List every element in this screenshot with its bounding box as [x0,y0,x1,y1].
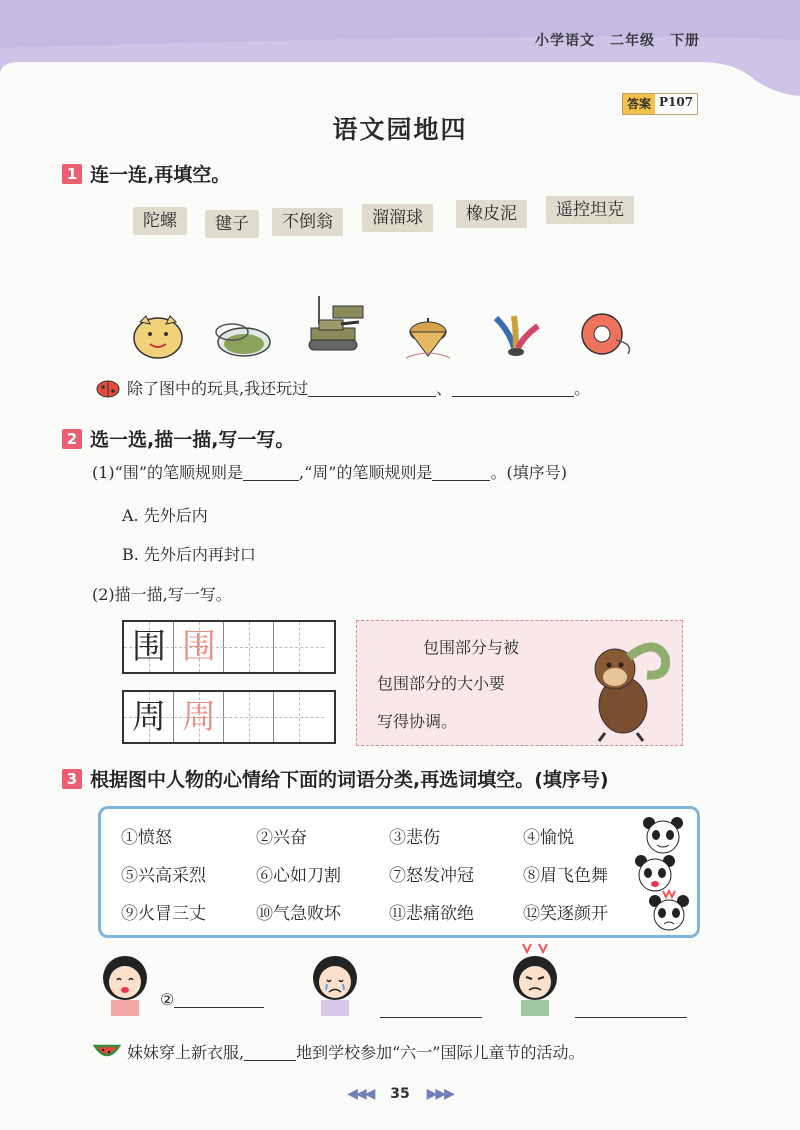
q3-answer-2[interactable] [380,1000,482,1019]
page-footer [0,1086,800,1102]
q3-answer-1[interactable] [160,990,264,1009]
q3-word: ⑥心如刀割 [256,866,341,886]
watermelon-icon [93,1042,121,1062]
q3-word: ⑩气急败坏 [256,904,341,924]
model-char: 围 [132,627,166,667]
page-title: 语文园地四 [332,115,468,144]
grade-label: 小学语文 二年级 下册 [535,33,700,49]
page-number: 35 [390,1086,410,1102]
q3-answer-3[interactable] [575,1000,687,1019]
trace-char: 周 [182,697,216,737]
answer-label: 答案 [623,94,655,114]
q3-heading-text: 根据图中人物的心情给下面的词语分类,再选词填空。(填序号) [90,769,609,791]
grid-cell-model [124,692,174,742]
q1-heading-text: 连一连,再填空。 [90,164,231,186]
q2-option-b: B. 先外后内再封口 [122,545,256,564]
monkey-icon [575,627,675,743]
q3-sentence-a: 妹妹穿上新衣服, [127,1043,245,1062]
spinning-top-icon[interactable] [402,318,454,360]
q1-word-chip[interactable]: 橡皮泥 [456,200,527,228]
answer-page: P107 [659,95,694,109]
q3-word: ④愉悦 [523,828,574,848]
model-char: 周 [132,697,166,737]
q3-answer-2-line [380,1001,482,1018]
q2-option-a: A. 先外后内 [122,506,208,525]
panda-happy-icon [641,815,685,855]
q3-word: ⑨火冒三丈 [121,904,206,924]
q3-word: ⑪悲痛欲绝 [389,904,474,924]
q2-number: 2 [62,429,82,449]
q2-blank-1[interactable] [243,464,299,481]
q2-part1 [92,460,567,483]
q3-word: ⑤兴高采烈 [121,866,206,886]
q2-part1-a: (1)“围”的笔顺规则是 [92,463,244,482]
q3-heading [62,765,609,792]
prev-arrows-icon: ◀◀◀ [347,1086,374,1102]
q2-part1-b: ,“周”的笔顺规则是 [299,463,433,482]
q1-fill-end: 。 [574,379,591,398]
q2-blank-2[interactable] [432,464,490,481]
q1-fill-prefix: 除了图中的玩具,我还玩过 [127,379,309,398]
panda-angry-icon [647,889,691,931]
q1-word-chip[interactable]: 溜溜球 [362,204,433,232]
q2-heading [62,425,294,452]
q1-word-chip[interactable]: 毽子 [205,210,259,238]
grid-cell-write[interactable] [224,622,274,672]
q3-answer-3-line [575,1001,687,1018]
q1-word-chip[interactable]: 遥控坦克 [546,196,634,224]
q1-fill-line [95,376,590,399]
q3-sentence-blank[interactable] [244,1044,296,1061]
q1-heading [62,160,230,187]
girl-happy-icon [95,950,155,1016]
tip-line: 包围部分的大小要 [377,674,506,693]
q1-answer-blank-2[interactable] [452,380,574,397]
next-arrows-icon: ▶▶▶ [426,1086,453,1102]
grid-cell-write[interactable] [224,692,274,742]
q1-answer-blank-1[interactable] [308,380,436,397]
grid-cell-write[interactable] [274,692,324,742]
yoyo-icon[interactable] [578,308,642,358]
shuttlecock-icon[interactable] [486,312,544,358]
q3-sentence [93,1040,584,1063]
q3-answer-1-line [174,991,264,1008]
q1-word-chip[interactable]: 陀螺 [133,207,187,235]
q3-word: ⑧眉飞色舞 [523,866,608,886]
q3-word: ⑦怒发冲冠 [389,866,474,886]
q3-number: 3 [62,769,82,789]
grid-cell-write[interactable] [274,622,324,672]
grid-cell-model [124,622,174,672]
q2-heading-text: 选一选,描一描,写一写。 [90,429,295,451]
q2-part1-c: 。(填序号) [490,463,567,482]
tumbler-doll-icon[interactable] [130,312,186,360]
clay-bowl-icon[interactable] [210,318,272,360]
grid-cell-trace[interactable] [174,622,224,672]
writing-grid-zhou [122,690,336,744]
q3-word: ③悲伤 [389,828,440,848]
q1-number: 1 [62,164,82,184]
trace-char: 围 [182,627,216,667]
girl-sad-icon [305,950,365,1016]
ladybug-icon [95,378,121,398]
girl-angry-icon [505,940,565,1016]
q2-part2: (2)描一描,写一写。 [92,585,232,604]
tip-line: 写得协调。 [377,712,458,731]
rc-tank-icon[interactable] [305,296,367,358]
q3-word: ②兴奋 [256,828,307,848]
panda-excited-icon [633,853,677,893]
grid-cell-trace[interactable] [174,692,224,742]
q1-fill-separator: 、 [436,379,453,398]
q3-answer-1-text: ② [160,990,175,1009]
q3-sentence-b: 地到学校参加“六一”国际儿童节的活动。 [296,1043,585,1062]
q3-word-box [98,806,700,938]
q3-word: ①愤怒 [121,828,172,848]
tip-line: 包围部分与被 [423,638,520,657]
writing-grid-wei [122,620,336,674]
q3-word: ⑫笑逐颜开 [523,904,608,924]
writing-tip-box [356,620,683,746]
q1-word-chip[interactable]: 不倒翁 [272,208,343,236]
